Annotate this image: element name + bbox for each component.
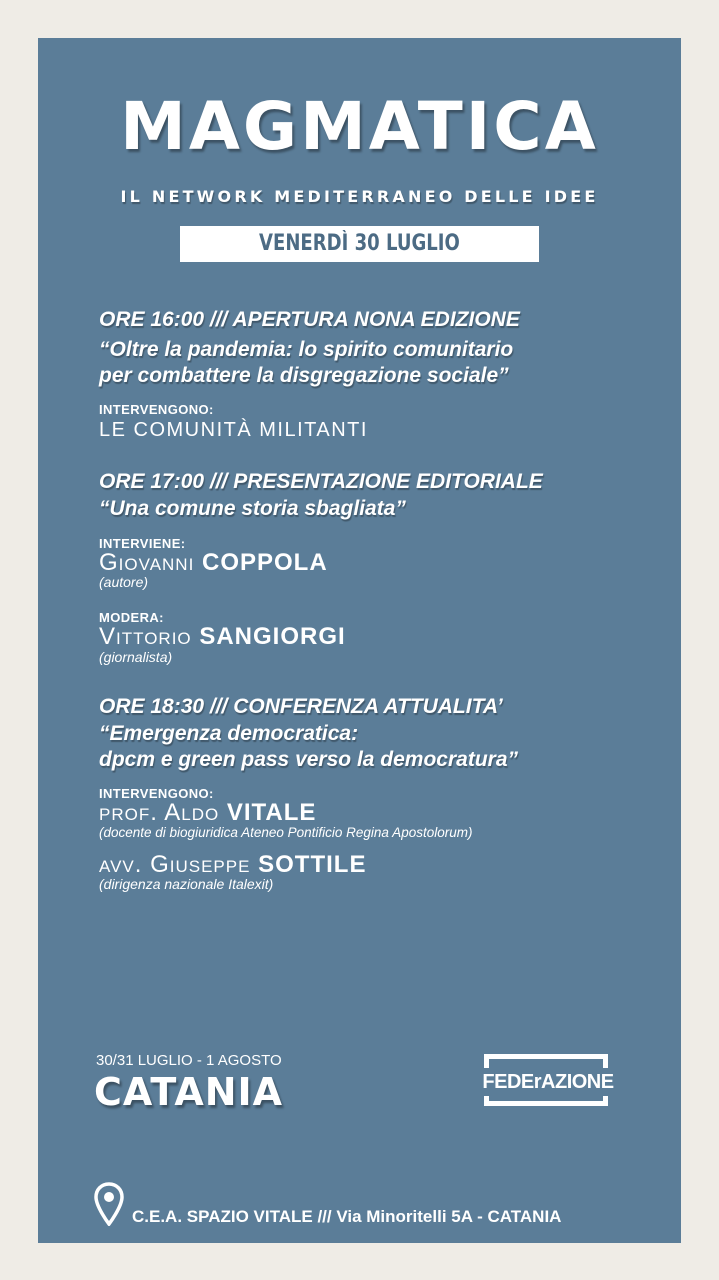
event-subtitle: IL NETWORK MEDITERRANEO DELLE IDEE xyxy=(120,187,599,206)
map-pin-icon xyxy=(94,1182,124,1226)
event-dates: 30/31 LUGLIO - 1 AGOSTO xyxy=(96,1052,282,1069)
event-3-speaker-2 xyxy=(99,851,366,879)
event-1-speaker: LE COMUNITÀ MILITANTI xyxy=(99,419,368,441)
event-3-speaker-1 xyxy=(99,799,316,827)
speaker-first-name: avv. Giuseppe xyxy=(99,851,259,878)
event-3-role-2: (dirigenza nazionale Italexit) xyxy=(99,876,274,892)
event-2-heading: ORE 17:00 /// PRESENTAZIONE EDITORIALE xyxy=(99,470,543,493)
event-2-role-1: (autore) xyxy=(99,574,149,590)
speaker-last-name: SOTTILE xyxy=(258,851,367,878)
event-3-quote-line-2: dpcm e green pass verso la democratura” xyxy=(99,748,519,771)
event-2-speaker-1 xyxy=(99,549,328,577)
event-3-label: INTERVENGONO: xyxy=(99,786,214,801)
event-2-label-2: MODERA: xyxy=(99,610,164,625)
speaker-first-name: Vittorio xyxy=(99,623,200,650)
federazione-logo xyxy=(472,1052,624,1112)
logo-text: FEDErAZIONE xyxy=(482,1071,614,1093)
event-3-role-1: (docente di biogiuridica Ateneo Pontificio Regina Apostolorum) xyxy=(99,825,473,840)
date-banner xyxy=(180,226,539,262)
speaker-first-name: Giovanni xyxy=(99,549,202,576)
event-title: MAGMATICA xyxy=(120,88,599,165)
event-1-quote-line-2: per combattere la disgregazione sociale” xyxy=(99,364,509,387)
event-city: CATANIA xyxy=(94,1070,284,1114)
event-2-speaker-2 xyxy=(99,623,346,651)
speaker-last-name: VITALE xyxy=(226,799,317,826)
event-2-quote: “Una comune storia sbagliata” xyxy=(99,497,406,520)
event-3-heading: ORE 18:30 /// CONFERENZA ATTUALITA’ xyxy=(99,695,503,718)
event-3-quote-line-1: “Emergenza democratica: xyxy=(99,722,359,745)
event-1-label: INTERVENGONO: xyxy=(99,402,214,417)
event-1-heading: ORE 16:00 /// APERTURA NONA EDIZIONE xyxy=(99,308,520,331)
event-2-label-1: INTERVIENE: xyxy=(99,536,186,551)
speaker-last-name: SANGIORGI xyxy=(199,623,346,650)
event-2-role-2: (giornalista) xyxy=(99,649,173,665)
date-text: VENERDÌ 30 LUGLIO xyxy=(259,231,460,256)
speaker-first-name: prof. Aldo xyxy=(99,799,227,826)
venue-address: C.E.A. SPAZIO VITALE /// Via Minoritelli 5A - CATANIA xyxy=(132,1207,562,1226)
speaker-last-name: COPPOLA xyxy=(201,549,328,576)
event-1-quote-line-1: “Oltre la pandemia: lo spirito comunitario xyxy=(99,338,514,361)
